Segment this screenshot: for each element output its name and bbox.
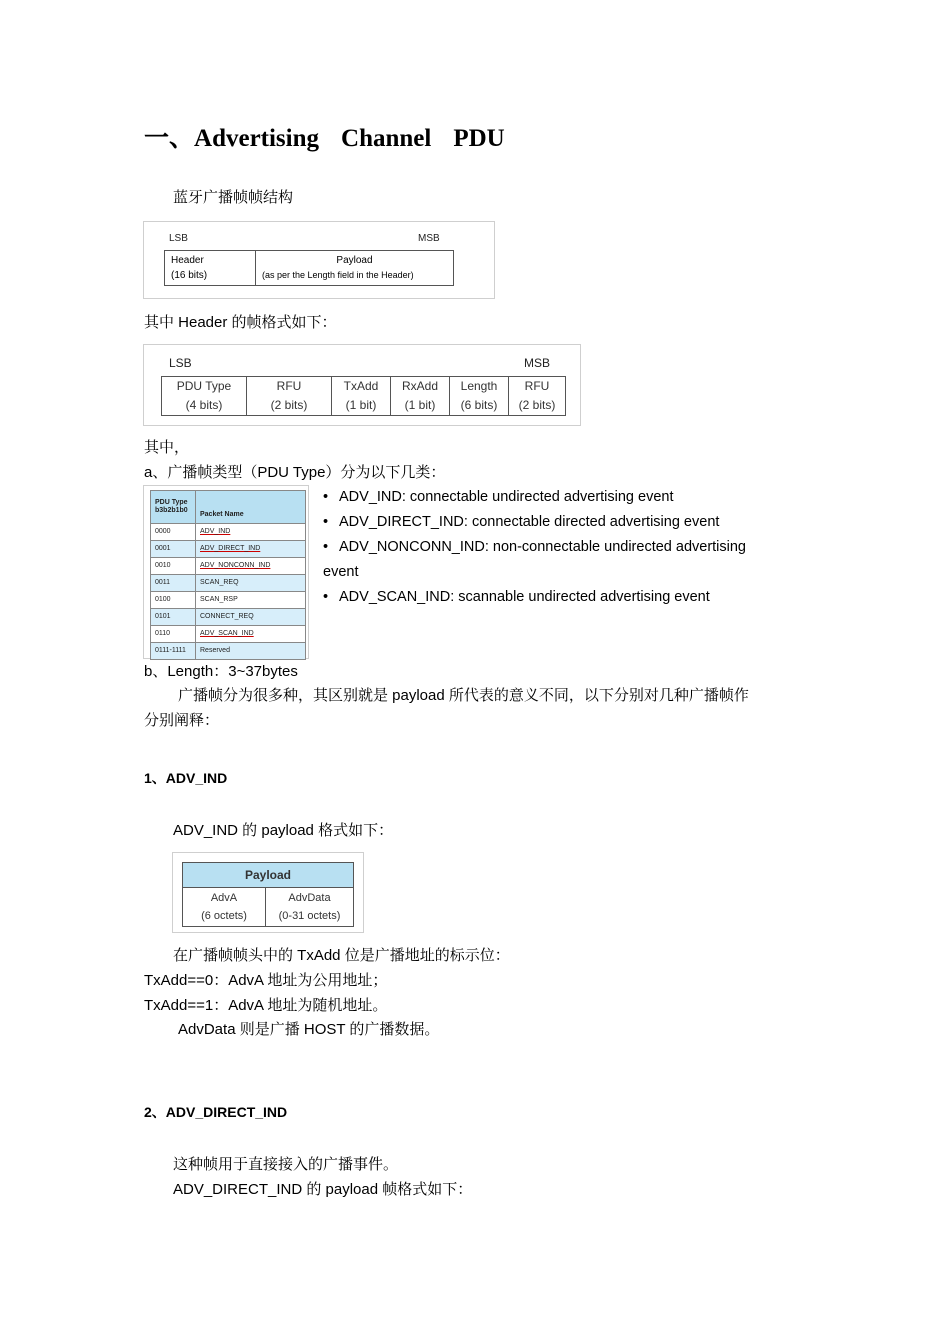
fig3-code: 0001 <box>151 541 196 558</box>
paragraph-line-2: 分别阐释： <box>144 712 220 729</box>
fig2-msb: MSB <box>524 356 551 370</box>
title-word-3: PDU <box>453 125 505 152</box>
paragraph-line-1: 广播帧分为很多种，其区别就是 payload 所代表的意义不同，以下分别对几种广播帧作 <box>178 687 749 704</box>
fig2-field-name: RFU <box>524 379 550 393</box>
bullet-text: ADV_NONCONN_IND: non-connectable undirected advertising <box>339 539 746 555</box>
fig3-code: 0110 <box>151 626 196 643</box>
fig2-field-bits: (2 bits) <box>518 398 556 412</box>
fig3-col1: PDU Type <box>155 499 188 506</box>
fig3-name: SCAN_REQ <box>196 575 306 592</box>
among-text: 其中， <box>144 439 190 456</box>
figure-header-format <box>143 344 581 426</box>
fig1-header: Header <box>171 255 204 266</box>
fig2-lsb: LSB <box>169 356 192 370</box>
fig1-payload-cell <box>256 251 454 286</box>
title-prefix: 一、 <box>144 125 195 152</box>
fig3-col2-header: Packet Name <box>196 491 306 524</box>
fig1-lsb: LSB <box>169 233 188 244</box>
section-1-title: 1、ADV_IND <box>144 770 228 786</box>
fig2-field-name: Length <box>460 379 498 393</box>
fig3-code: 0010 <box>151 558 196 575</box>
figure-adv-ind-payload <box>172 852 364 933</box>
bullet-dot: • <box>323 489 329 505</box>
fig4-advdata: AdvData <box>288 892 331 904</box>
fig3-name: SCAN_RSP <box>196 592 306 609</box>
fig3-code: 0000 <box>151 524 196 541</box>
txadd-intro: 在广播帧帧头中的 TxAdd 位是广播地址的标示位： <box>173 947 510 964</box>
figure-frame-structure <box>143 221 495 299</box>
fig4-adva-cell <box>183 888 266 927</box>
fig2-field-rfu <box>247 377 332 416</box>
header-format-line: 其中 Header 的帧格式如下： <box>144 314 337 331</box>
section-title <box>144 118 505 154</box>
fig3-code: 0011 <box>151 575 196 592</box>
fig2-field-name: PDU Type <box>176 379 232 393</box>
fig2-field-bits: (2 bits) <box>270 398 308 412</box>
fig2-field-bits: (6 bits) <box>460 398 498 412</box>
fig3-col1-header <box>151 491 196 524</box>
fig3-name: CONNECT_REQ <box>196 609 306 626</box>
fig4-table <box>182 862 354 927</box>
fig4-adva-size: (6 octets) <box>201 910 247 922</box>
fig4-payload-header: Payload <box>183 863 354 888</box>
txadd-0-line: TxAdd==0：AdvA 地址为公用地址； <box>144 972 388 989</box>
fig2-field-name: TxAdd <box>343 379 379 393</box>
bullet-dot: • <box>323 589 329 605</box>
pdu-type-line: a、广播帧类型（PDU Type）分为以下几类： <box>144 464 446 481</box>
fig3-name: ADV_SCAN_IND <box>196 626 306 643</box>
fig3-code: 0100 <box>151 592 196 609</box>
bullet-continuation: event <box>323 564 359 580</box>
fig3-name: ADV_NONCONN_IND <box>196 558 306 575</box>
fig4-advdata-cell <box>266 888 354 927</box>
fig1-table <box>164 250 454 286</box>
fig2-field-bits: (1 bit) <box>345 398 377 412</box>
section-2-line-2: ADV_DIRECT_IND 的 payload 帧格式如下： <box>173 1181 473 1198</box>
section-2-title: 2、ADV_DIRECT_IND <box>144 1104 288 1120</box>
fig2-field-txadd <box>332 377 391 416</box>
fig3-name: ADV_IND <box>196 524 306 541</box>
bullet-text: ADV_DIRECT_IND: connectable directed advertising event <box>339 514 720 530</box>
fig1-payload: Payload <box>336 255 373 266</box>
fig2-field-bits: (1 bit) <box>404 398 436 412</box>
bullet-adv-ind <box>323 485 674 510</box>
bullet-text: ADV_SCAN_IND: scannable undirected advertising event <box>339 589 710 605</box>
fig2-field-rxadd <box>391 377 450 416</box>
length-line: b、Length：3~37bytes <box>144 663 298 680</box>
adv-ind-payload-line: ADV_IND 的 payload 格式如下： <box>173 822 394 839</box>
fig2-table <box>161 376 566 416</box>
fig3-name: Reserved <box>196 643 306 660</box>
fig2-field-length <box>450 377 509 416</box>
bullet-dot: • <box>323 514 329 530</box>
fig2-field-name: RxAdd <box>401 379 439 393</box>
fig2-field-pdu-type <box>162 377 247 416</box>
intro-text: 蓝牙广播帧帧结构 <box>173 189 294 206</box>
bullet-adv-scan-ind <box>323 585 710 610</box>
fig1-msb: MSB <box>418 233 440 244</box>
fig3-col1-bits: b3b2b1b0 <box>155 507 188 514</box>
fig2-field-bits: (4 bits) <box>185 398 223 412</box>
figure-pdu-types <box>143 485 309 659</box>
txadd-1-line: TxAdd==1：AdvA 地址为随机地址。 <box>144 997 388 1014</box>
bullet-text: ADV_IND: connectable undirected advertising event <box>339 489 674 505</box>
advdata-line: AdvData 则是广播 HOST 的广播数据。 <box>178 1021 440 1038</box>
fig3-code: 0101 <box>151 609 196 626</box>
fig1-header-cell <box>165 251 256 286</box>
title-word-2: Channel <box>341 125 432 152</box>
fig4-advdata-size: (0-31 octets) <box>278 910 341 922</box>
fig3-code: 0111-1111 <box>151 643 196 660</box>
bullet-adv-direct-ind <box>323 510 719 535</box>
title-word-1: Advertising <box>194 125 320 152</box>
bullet-dot: • <box>323 539 329 555</box>
fig4-adva: AdvA <box>210 892 238 904</box>
section-2-line-1: 这种帧用于直接接入的广播事件。 <box>173 1156 399 1173</box>
fig3-name: ADV_DIRECT_IND <box>196 541 306 558</box>
fig3-table <box>150 490 306 660</box>
fig2-field-rfu-2 <box>509 377 566 416</box>
fig1-header-bits: (16 bits) <box>171 270 208 281</box>
fig1-payload-desc: (as per the Length field in the Header) <box>262 270 414 280</box>
bullet-adv-nonconn-ind <box>323 535 746 560</box>
fig2-field-name: RFU <box>276 379 302 393</box>
